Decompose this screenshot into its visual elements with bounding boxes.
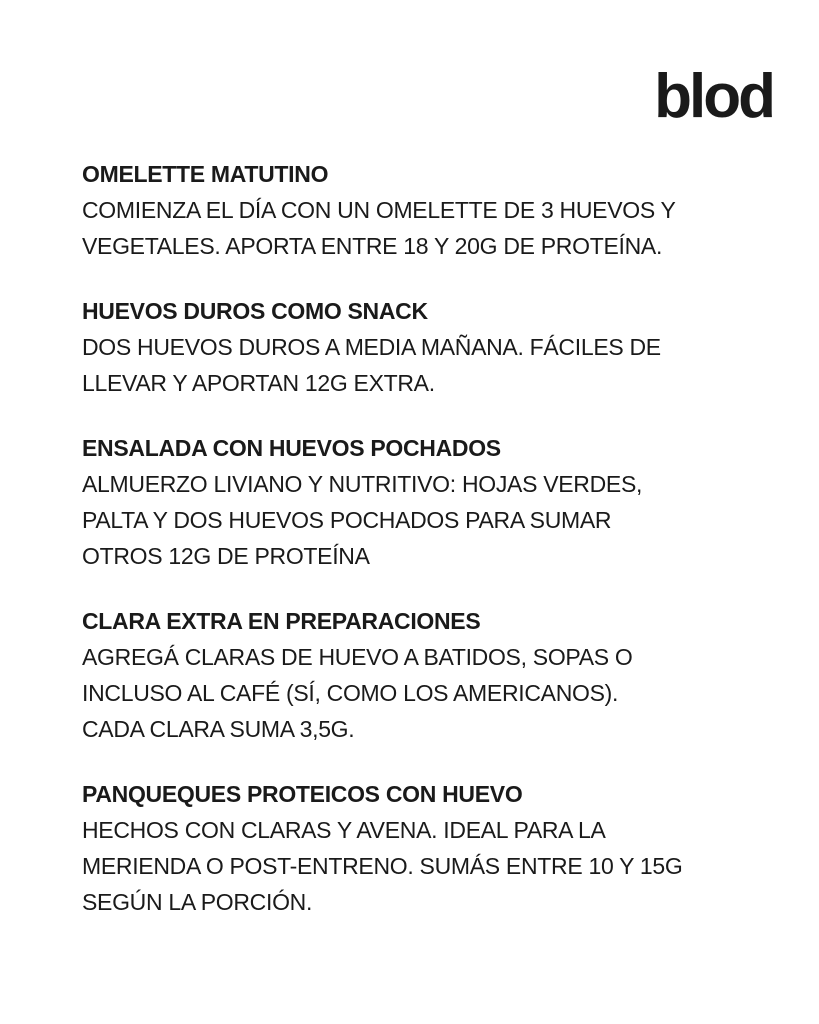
tip-description [82,329,782,401]
tip-title: ENSALADA CON HUEVOS POCHADOS [82,435,501,461]
tip-description [82,639,782,747]
tip-description-line: LLEVAR Y APORTAN 12G EXTRA. [82,370,435,396]
tip-section-poached-egg-salad [82,431,782,574]
brand-logo: blod [654,62,773,131]
tip-description-line: INCLUSO AL CAFÉ (SÍ, COMO LOS AMERICANOS). [82,680,619,706]
tip-description-line: AGREGÁ CLARAS DE HUEVO A BATIDOS, SOPAS O [82,644,633,670]
tip-description-line: CADA CLARA SUMA 3,5G. [82,716,355,742]
tips-list [82,157,782,950]
tip-title: PANQUEQUES PROTEICOS CON HUEVO [82,781,523,807]
tip-description-line: MERIENDA O POST-ENTRENO. SUMÁS ENTRE 10 Y 15G [82,853,683,879]
tip-title: HUEVOS DUROS COMO SNACK [82,298,428,324]
tip-description [82,466,782,574]
tip-section-hard-boiled-eggs [82,294,782,401]
tip-description-line: DOS HUEVOS DUROS A MEDIA MAÑANA. FÁCILES DE [82,334,661,360]
tip-description-line: HECHOS CON CLARAS Y AVENA. IDEAL PARA LA [82,817,606,843]
tip-description [82,192,782,264]
tip-section-omelette [82,157,782,264]
tip-description [82,812,782,920]
tip-description-line: COMIENZA EL DÍA CON UN OMELETTE DE 3 HUEVOS Y [82,197,676,223]
tip-description-line: ALMUERZO LIVIANO Y NUTRITIVO: HOJAS VERDES, [82,471,643,497]
tip-description-line: SEGÚN LA PORCIÓN. [82,889,313,915]
tip-description-line: OTROS 12G DE PROTEÍNA [82,543,370,569]
tip-description-line: PALTA Y DOS HUEVOS POCHADOS PARA SUMAR [82,507,612,533]
tip-section-extra-egg-whites [82,604,782,747]
tip-section-protein-pancakes [82,777,782,920]
tip-title: OMELETTE MATUTINO [82,161,329,187]
tip-title: CLARA EXTRA EN PREPARACIONES [82,608,481,634]
tip-description-line: VEGETALES. APORTA ENTRE 18 Y 20G DE PROTEÍNA. [82,233,663,259]
